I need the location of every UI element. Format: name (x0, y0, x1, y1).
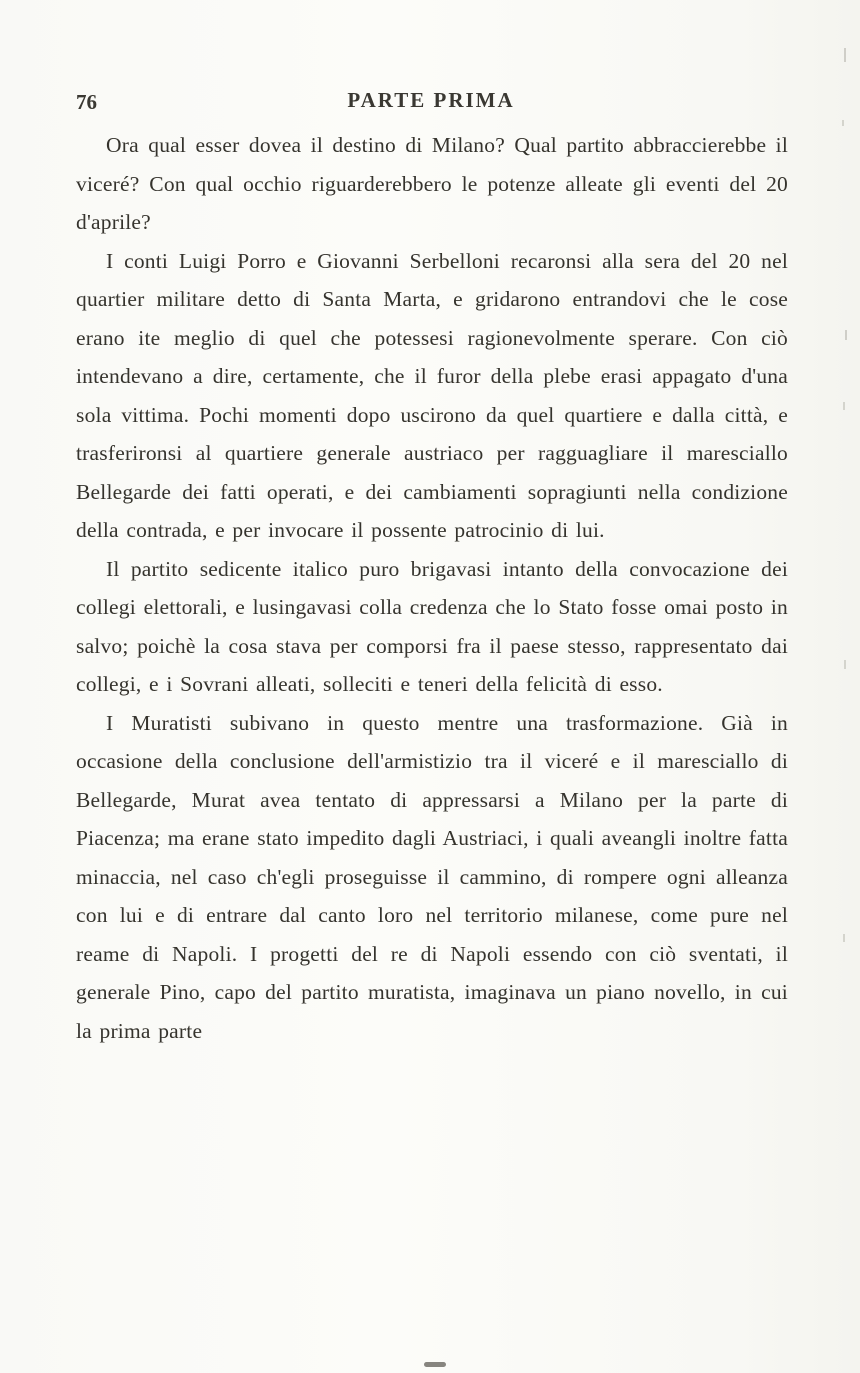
scan-artifact (424, 1362, 446, 1367)
scan-artifact (844, 660, 846, 669)
paragraph-3: Il partito sedicente italico puro brigavasi intanto della convocazione dei collegi elettorali, e lusingavasi colla credenza che lo Stato fosse omai posto in salvo; poichè la cosa stava per comporsi fra il paese stesso, rappresentato dai collegi, e i Sovrani alleati, solleciti e teneri della felicità di esso. (76, 556, 788, 696)
page-header (76, 88, 786, 118)
scan-artifact (843, 402, 845, 410)
scan-artifact (845, 330, 847, 340)
scan-artifact (842, 120, 844, 126)
running-head: PARTE PRIMA (347, 88, 515, 112)
page-number: 76 (76, 90, 97, 114)
paragraph-2: I conti Luigi Porro e Giovanni Serbelloni recaronsi alla sera del 20 nel quartier militare detto di Santa Marta, e gridarono entrandovi che le cose erano ite meglio di quel che potessesi ragionevolmente sperare. Con ciò intendevano a dire, certamente, che il furor della plebe erasi appagato d'una sola vittima. Pochi momenti dopo uscirono da quel quartiere e dalla città, e trasferironsi al quartiere generale austriaco per ragguagliare il maresciallo Bellegarde dei fatti operati, e dei cambiamenti sopragiunti nella condizione della contrada, e per invocare il possente patrocinio di lui. (76, 248, 788, 542)
paragraph-4: I Muratisti subivano in questo mentre una trasformazione. Già in occasione della conclusione dell'armistizio tra il viceré e il maresciallo di Bellegarde, Murat avea tentato di appressarsi a Milano per la parte di Piacenza; ma erane stato impedito dagli Austriaci, i quali aveangli inoltre fatta minaccia, nel caso ch'egli proseguisse il cammino, di rompere ogni alleanza con lui e di entrare dal canto loro nel territorio milanese, come pure nel reame di Napoli. I progetti del re di Napoli essendo con ciò sventati, il generale Pino, capo del partito muratista, imaginava un piano novello, in cui la prima parte (76, 710, 788, 1043)
page-body (76, 126, 788, 1050)
scan-artifact (844, 48, 846, 62)
paragraph-1: Ora qual esser dovea il destino di Milano? Qual partito abbraccierebbe il viceré? Con qual occhio riguarderebbero le potenze alleate gli eventi del 20 d'aprile? (76, 133, 788, 234)
scan-artifact (843, 934, 845, 942)
